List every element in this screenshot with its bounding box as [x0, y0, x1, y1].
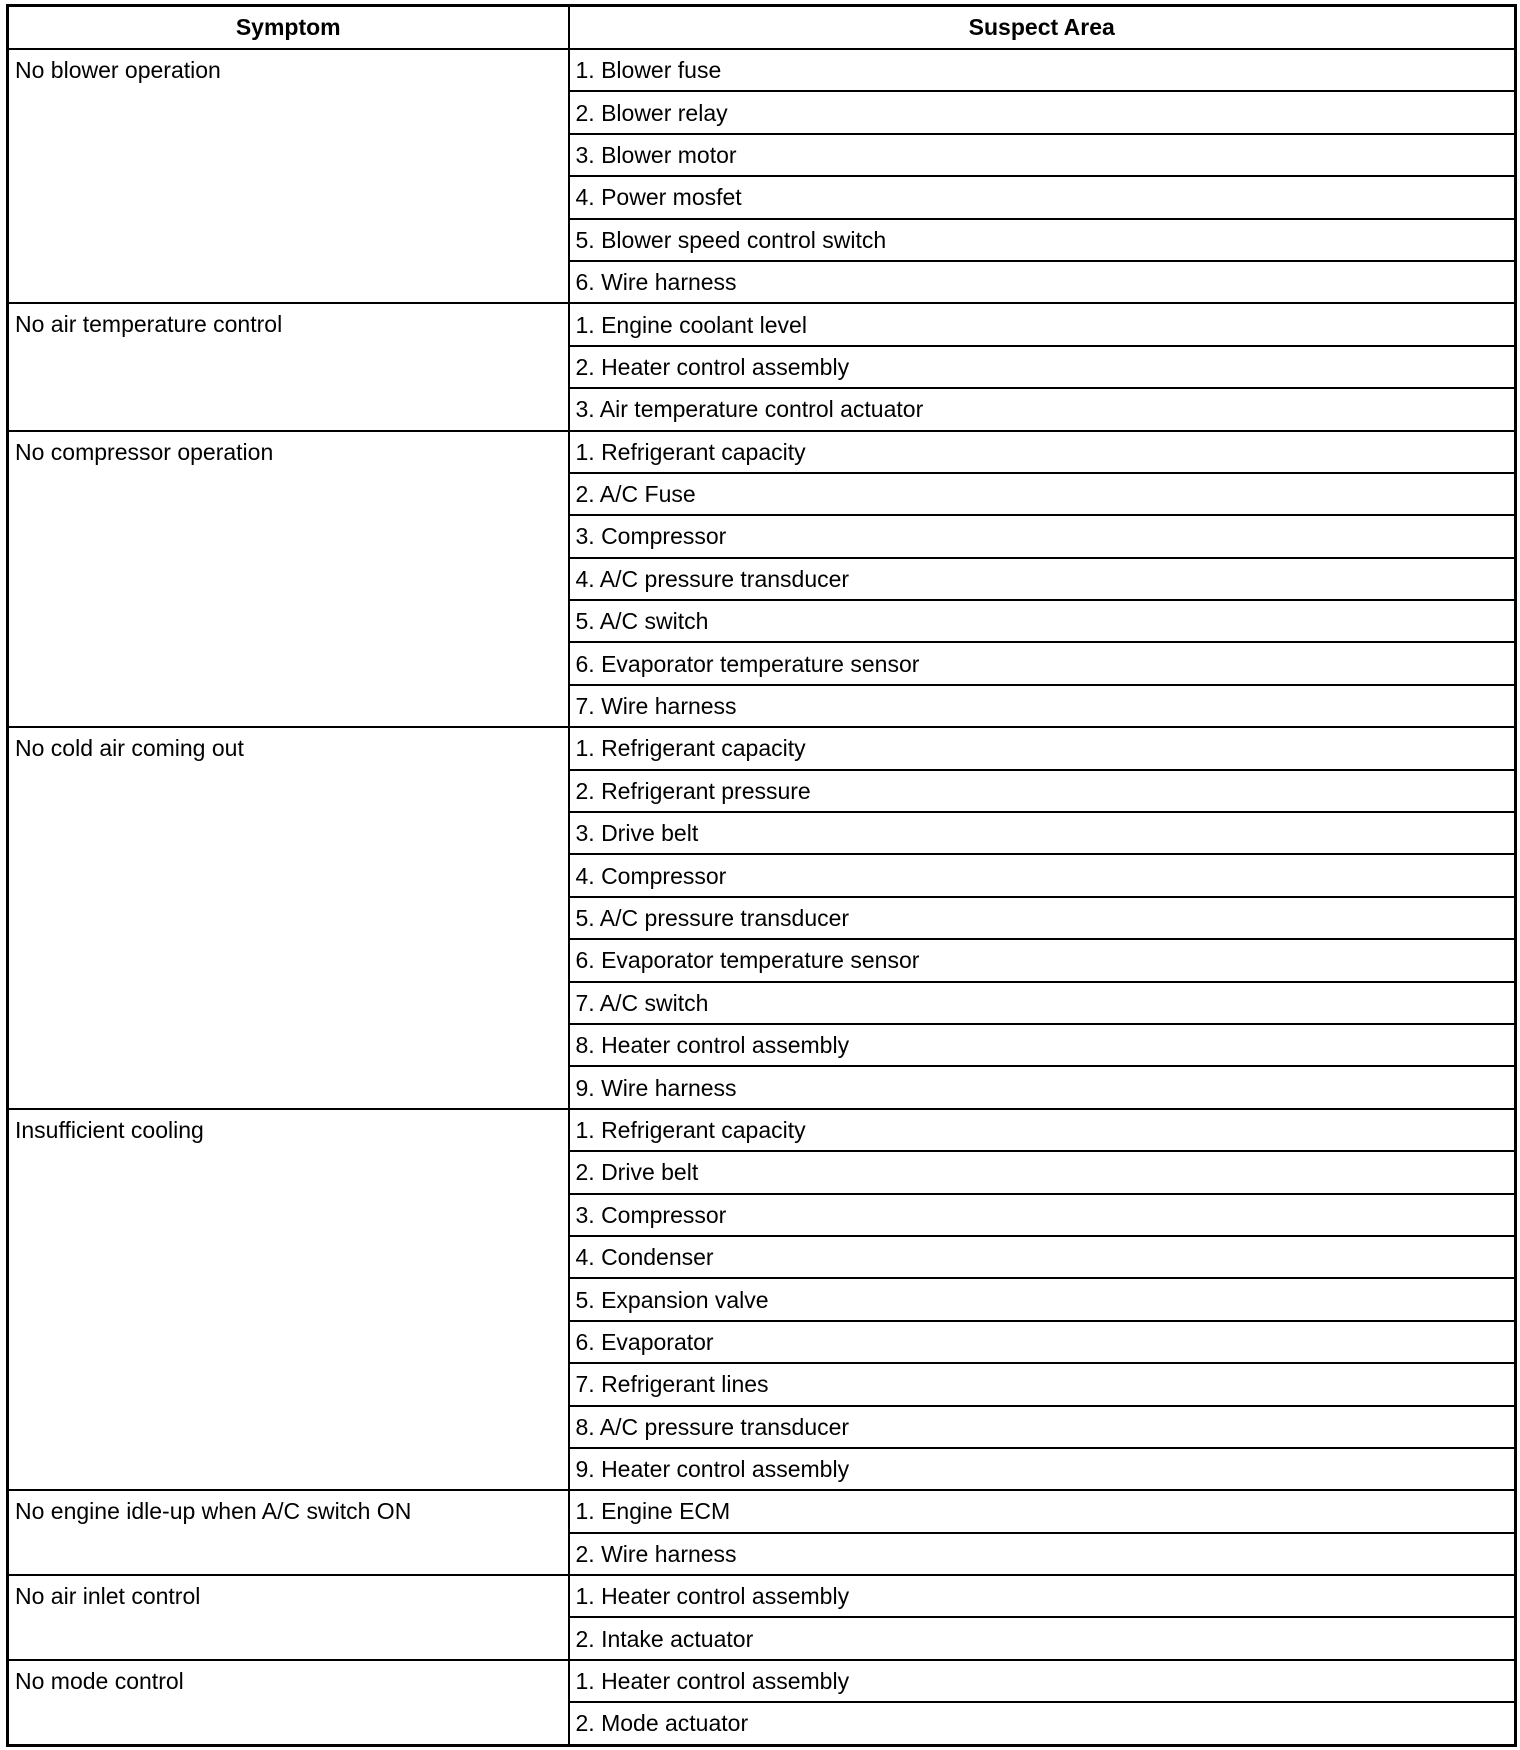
- symptom-cell: No cold air coming out: [8, 727, 569, 1109]
- troubleshooting-table: [6, 4, 1517, 1747]
- suspect-area-cell: 3. Compressor: [569, 515, 1516, 557]
- table-row: [8, 1490, 1516, 1532]
- suspect-area-cell: 2. A/C Fuse: [569, 473, 1516, 515]
- suspect-area-cell: 3. Blower motor: [569, 134, 1516, 176]
- symptom-cell: Insufficient cooling: [8, 1109, 569, 1491]
- suspect-area-cell: 7. A/C switch: [569, 982, 1516, 1024]
- suspect-area-cell: 2. Drive belt: [569, 1151, 1516, 1193]
- suspect-area-cell: 4. Condenser: [569, 1236, 1516, 1278]
- suspect-area-cell: 4. A/C pressure transducer: [569, 558, 1516, 600]
- symptom-cell: No air temperature control: [8, 303, 569, 430]
- table-row: [8, 1575, 1516, 1617]
- suspect-area-cell: 2. Refrigerant pressure: [569, 770, 1516, 812]
- suspect-area-cell: 2. Mode actuator: [569, 1702, 1516, 1745]
- suspect-area-cell: 3. Air temperature control actuator: [569, 388, 1516, 430]
- symptom-cell: No mode control: [8, 1660, 569, 1745]
- suspect-area-cell: 2. Intake actuator: [569, 1617, 1516, 1659]
- table-header: [8, 6, 1516, 50]
- suspect-area-cell: 9. Wire harness: [569, 1066, 1516, 1108]
- suspect-area-cell: 6. Evaporator: [569, 1321, 1516, 1363]
- suspect-area-cell: 5. Blower speed control switch: [569, 219, 1516, 261]
- suspect-area-cell: 8. A/C pressure transducer: [569, 1406, 1516, 1448]
- suspect-area-cell: 1. Engine ECM: [569, 1490, 1516, 1532]
- suspect-area-cell: 4. Compressor: [569, 854, 1516, 896]
- table-row: [8, 1660, 1516, 1702]
- suspect-area-cell: 2. Wire harness: [569, 1533, 1516, 1575]
- table-row: [8, 727, 1516, 769]
- suspect-area-cell: 5. Expansion valve: [569, 1278, 1516, 1320]
- suspect-area-cell: 1. Refrigerant capacity: [569, 1109, 1516, 1151]
- suspect-area-cell: 1. Refrigerant capacity: [569, 727, 1516, 769]
- suspect-area-cell: 3. Drive belt: [569, 812, 1516, 854]
- table-body: [8, 49, 1516, 1745]
- header-row: [8, 6, 1516, 50]
- suspect-area-cell: 9. Heater control assembly: [569, 1448, 1516, 1490]
- suspect-area-cell: 7. Wire harness: [569, 685, 1516, 727]
- suspect-area-cell: 2. Heater control assembly: [569, 346, 1516, 388]
- suspect-area-cell: 1. Heater control assembly: [569, 1660, 1516, 1702]
- table-row: [8, 431, 1516, 473]
- troubleshooting-table-container: [6, 4, 1514, 1747]
- header-suspect-area: Suspect Area: [569, 6, 1516, 50]
- suspect-area-cell: 5. A/C switch: [569, 600, 1516, 642]
- suspect-area-cell: 1. Engine coolant level: [569, 303, 1516, 345]
- symptom-cell: No compressor operation: [8, 431, 569, 728]
- suspect-area-cell: 4. Power mosfet: [569, 176, 1516, 218]
- symptom-cell: No blower operation: [8, 49, 569, 303]
- table-row: [8, 1109, 1516, 1151]
- symptom-cell: No air inlet control: [8, 1575, 569, 1660]
- suspect-area-cell: 6. Evaporator temperature sensor: [569, 939, 1516, 981]
- table-row: [8, 303, 1516, 345]
- suspect-area-cell: 1. Blower fuse: [569, 49, 1516, 91]
- suspect-area-cell: 1. Heater control assembly: [569, 1575, 1516, 1617]
- suspect-area-cell: 1. Refrigerant capacity: [569, 431, 1516, 473]
- suspect-area-cell: 6. Wire harness: [569, 261, 1516, 303]
- suspect-area-cell: 2. Blower relay: [569, 91, 1516, 133]
- suspect-area-cell: 3. Compressor: [569, 1194, 1516, 1236]
- suspect-area-cell: 6. Evaporator temperature sensor: [569, 642, 1516, 684]
- header-symptom: Symptom: [8, 6, 569, 50]
- suspect-area-cell: 7. Refrigerant lines: [569, 1363, 1516, 1405]
- symptom-cell: No engine idle-up when A/C switch ON: [8, 1490, 569, 1575]
- table-row: [8, 49, 1516, 91]
- suspect-area-cell: 5. A/C pressure transducer: [569, 897, 1516, 939]
- suspect-area-cell: 8. Heater control assembly: [569, 1024, 1516, 1066]
